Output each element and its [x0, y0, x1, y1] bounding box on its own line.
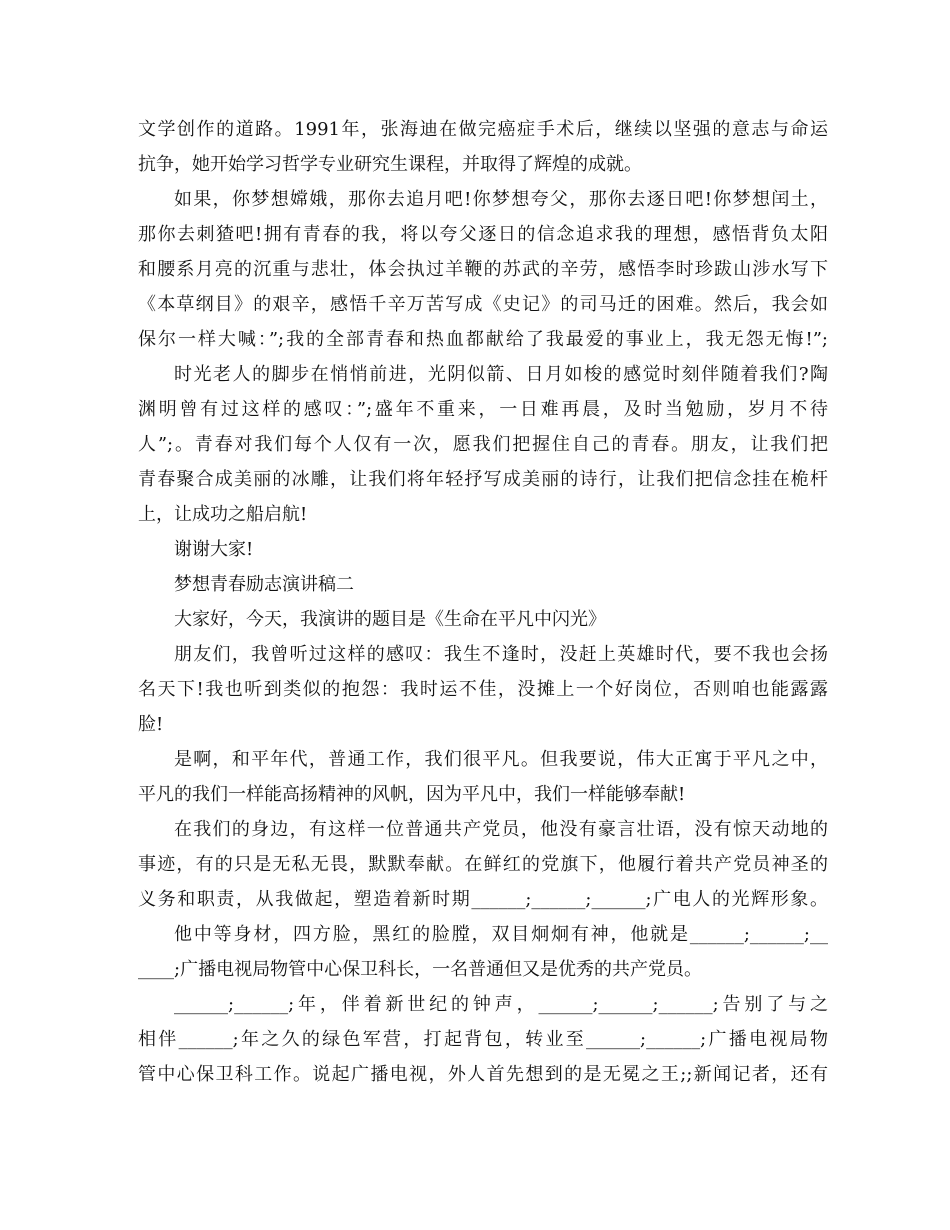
text-line: 在我们的身边，有这样一位普通共产党员，他没有豪言壮语，没有惊天动地的 — [174, 819, 828, 840]
text-line: 那你去刺猹吧!拥有青春的我，将以夸父逐日的信念追求我的理想，感悟背负太阳 — [138, 224, 828, 245]
text-line: 脸! — [138, 714, 164, 735]
text-line: 相伴______;年之久的绿色军营，打起背包，转业至______;______;广播电视局物 — [138, 1029, 828, 1050]
text-line: ____;广播电视局物管中心保卫科长，一名普通但又是优秀的共产党员。 — [138, 959, 703, 980]
text-line: 是啊，和平年代，普通工作，我们很平凡。但我要说，伟大正寓于平凡之中， — [174, 749, 828, 770]
text-line: 文学创作的道路。1991年，张海迪在做完癌症手术后，继续以坚强的意志与命运 — [138, 119, 828, 140]
document-page — [138, 112, 828, 1092]
text-line: 他中等身材，四方脸，黑红的脸膛，双目炯炯有神，他就是______;______;__ — [174, 924, 828, 945]
text-line: 渊明曾有过这样的感叹：”;盛年不重来，一日难再晨，及时当勉励，岁月不待 — [138, 399, 828, 420]
text-line: 抗争，她开始学习哲学专业研究生课程，并取得了辉煌的成就。 — [138, 154, 642, 175]
text-line: ______;______;年，伴着新世纪的钟声，______;______;______;告别了与之 — [174, 994, 828, 1015]
text-line: 《本草纲目》的艰辛，感悟千辛万苦写成《史记》的司马迁的困难。然后，我会如 — [138, 294, 828, 315]
text-line: 梦想青春励志演讲稿二 — [174, 574, 354, 595]
text-line: 和腰系月亮的沉重与悲壮，体会执过羊鞭的苏武的辛劳，感悟李时珍跋山涉水写下 — [138, 259, 828, 280]
text-line: 保尔一样大喊：”;我的全部青春和热血都献给了我最爱的事业上，我无怨无悔!”; — [138, 329, 828, 350]
text-line: 人”;。青春对我们每个人仅有一次，愿我们把握住自己的青春。朋友，让我们把 — [138, 434, 828, 455]
text-line: 大家好，今天，我演讲的题目是《生命在平凡中闪光》 — [174, 609, 606, 630]
text-line: 名天下!我也听到类似的抱怨：我时运不佳，没摊上一个好岗位，否则咱也能露露 — [138, 679, 828, 700]
text-line: 上，让成功之船启航! — [138, 504, 308, 525]
text-line: 时光老人的脚步在悄悄前进，光阴似箭、日月如梭的感觉时刻伴随着我们?陶 — [174, 364, 828, 385]
text-line: 管中心保卫科工作。说起广播电视，外人首先想到的是无冕之王;;新闻记者，还有 — [138, 1064, 828, 1085]
text-line: 朋友们，我曾听过这样的感叹：我生不逢时，没赶上英雄时代，要不我也会扬 — [174, 644, 828, 665]
text-line: 谢谢大家! — [174, 539, 254, 560]
text-line: 如果，你梦想嫦娥，那你去追月吧!你梦想夸父，那你去逐日吧!你梦想闰土， — [174, 189, 828, 210]
text-line: 事迹，有的只是无私无畏，默默奉献。在鲜红的党旗下，他履行着共产党员神圣的 — [138, 854, 828, 875]
text-line: 青春聚合成美丽的冰雕，让我们将年轻抒写成美丽的诗行，让我们把信念挂在桅杆 — [138, 469, 828, 490]
text-line: 义务和职责，从我做起，塑造着新时期______;______;______;广电人的光辉形象。 — [138, 889, 828, 910]
text-line: 平凡的我们一样能高扬精神的风帆，因为平凡中，我们一样能够奉献! — [138, 784, 686, 805]
